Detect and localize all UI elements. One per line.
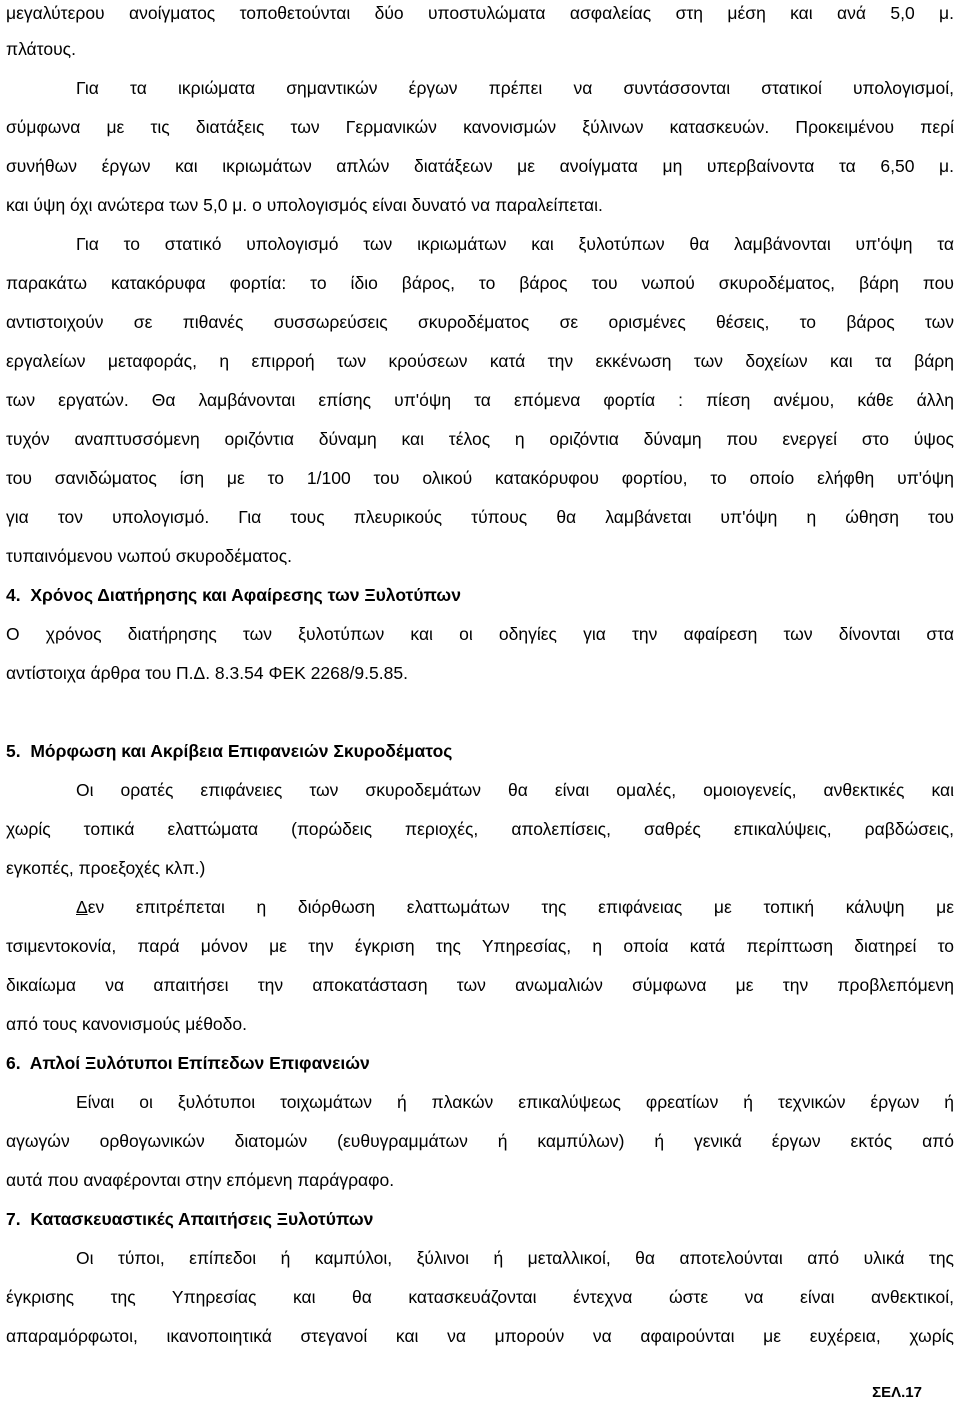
- section-5-heading: [6, 738, 954, 764]
- text-line: τυπαινόμενου νωπού σκυροδέματος.: [6, 546, 292, 566]
- text-line: για τον υπολογισμό. Για τους πλευρικούς τύπους θα λαμβάνεται υπ'όψη η ώθηση του: [6, 507, 954, 527]
- section-number: 4.: [6, 585, 21, 605]
- text-line: συνήθων έργων και ικριωμάτων απλών διατάξεων με ανοίγματα μη υπερβαίνοντα τα 6,50 μ.: [6, 156, 954, 176]
- page-number: ΣΕΛ.17: [872, 1384, 922, 1401]
- text-line: αντίστοιχα άρθρα του Π.Δ. 8.3.54 ΦΕΚ 2268/9.5.85.: [6, 663, 408, 683]
- text-line: Για τα ικριώματα σημαντικών έργων πρέπει να συντάσσονται στατικοί υπολογισμοί,: [76, 78, 954, 98]
- section-title: Απλοί Ξυλότυποι Επίπεδων Επιφανειών: [29, 1053, 370, 1073]
- underlined-initial: Δ: [76, 897, 88, 917]
- text-line: και ύψη όχι ανώτερα των 5,0 μ. ο υπολογισμός είναι δυνατό να παραλείπεται.: [6, 195, 603, 215]
- text-line: εγκοπές, προεξοχές κλπ.): [6, 858, 206, 878]
- text-line: αντιστοιχούν σε πιθανές συσσωρεύσεις σκυροδέματος σε ορισμένες θέσεις, το βάρος των: [6, 312, 954, 332]
- text-line: σύμφωνα με τις διατάξεις των Γερμανικών κανονισμών ξύλινων κατασκευών. Προκειμένου περί: [6, 117, 954, 137]
- text-line: Για το στατικό υπολογισμό των ικριωμάτων και ξυλοτύπων θα λαμβάνονται υπ'όψη τα: [76, 234, 954, 254]
- text-line: αγωγών ορθογωνικών διατομών (ευθυγραμμάτων ή καμπύλων) ή γενικά έργων εκτός από: [6, 1131, 954, 1151]
- section-6-heading: [6, 1050, 954, 1076]
- text-line: απαραμόρφωτοι, ικανοποιητικά στεγανοί και να μπορούν να αφαιρούνται με ευχέρεια, χωρίς: [6, 1326, 954, 1346]
- text-line: πλάτους.: [6, 39, 76, 59]
- text-line: τυχόν αναπτυσσόμενη οριζόντια δύναμη και τέλος η οριζόντια δύναμη που ενεργεί στο ύψος: [6, 429, 954, 449]
- text-line: χωρίς τοπικά ελαττώματα (πορώδεις περιοχές, απολεπίσεις, σαθρές επικαλύψεις, ραβδώσεις,: [6, 819, 954, 839]
- text-line: Οι τύποι, επίπεδοι ή καμπύλοι, ξύλινοι ή μεταλλικοί, θα αποτελούνται από υλικά της: [76, 1248, 954, 1268]
- text-line: του σανιδώματος ίση με το 1/100 του ολικού κατακόρυφου φορτίου, το οποίο ελήφθη υπ'όψη: [6, 468, 954, 488]
- text-line: μεγαλύτερου ανοίγματος τοποθετούνται δύο υποστυλώματα ασφαλείας στη μέση και ανά 5,0 μ.: [6, 3, 954, 23]
- text-line: τσιμεντοκονία, παρά μόνον με την έγκριση της Υπηρεσίας, η οποία κατά περίπτωση διατηρεί το: [6, 936, 954, 956]
- text-line: Ο χρόνος διατήρησης των ξυλοτύπων και οι οδηγίες για την αφαίρεση των δίνονται στα: [6, 624, 954, 644]
- text-line: Είναι οι ξυλότυποι τοιχωμάτων ή πλακών επικαλύψεως φρεατίων ή τεχνικών έργων ή: [76, 1092, 954, 1112]
- text-line: των εργατών. Θα λαμβάνονται επίσης υπ'όψη τα επόμενα φορτία : πίεση ανέμου, κάθε άλλη: [6, 390, 954, 410]
- text-line: αυτά που αναφέρονται στην επόμενη παράγραφο.: [6, 1170, 395, 1190]
- section-4-heading: [6, 582, 954, 608]
- section-title: Μόρφωση και Ακρίβεια Επιφανειών Σκυροδέματος: [30, 741, 453, 761]
- section-number: 5.: [6, 741, 21, 761]
- section-number: 6.: [6, 1053, 21, 1073]
- text-line: έγκρισης της Υπηρεσίας και θα κατασκευάζονται έντεχνα ώστε να είναι ανθεκτικοί,: [6, 1287, 954, 1307]
- text-line: Οι ορατές επιφάνειες των σκυροδεμάτων θα είναι ομαλές, ομοιογενείς, ανθεκτικές και: [76, 780, 954, 800]
- text-line: εργαλείων μεταφοράς, η επιρροή των κρούσεων κατά την εκκένωση των δοχείων και τα βάρη: [6, 351, 954, 371]
- text-line: Δεν επιτρέπεται η διόρθωση ελαττωμάτων της επιφάνειας με τοπική κάλυψη με: [76, 897, 954, 917]
- section-title: Χρόνος Διατήρησης και Αφαίρεσης των Ξυλοτύπων: [30, 585, 461, 605]
- text-line: από τους κανονισμούς μέθοδο.: [6, 1014, 247, 1034]
- text-line: παρακάτω κατακόρυφα φορτία: το ίδιο βάρος, το βάρος του νωπού σκυροδέματος, βάρη που: [6, 273, 954, 293]
- text-line: δικαίωμα να απαιτήσει την αποκατάσταση των ανωμαλιών σύμφωνα με την προβλεπόμενη: [6, 975, 954, 995]
- section-title: Κατασκευαστικές Απαιτήσεις Ξυλοτύπων: [30, 1209, 374, 1229]
- section-number: 7.: [6, 1209, 21, 1229]
- section-7-heading: [6, 1206, 954, 1232]
